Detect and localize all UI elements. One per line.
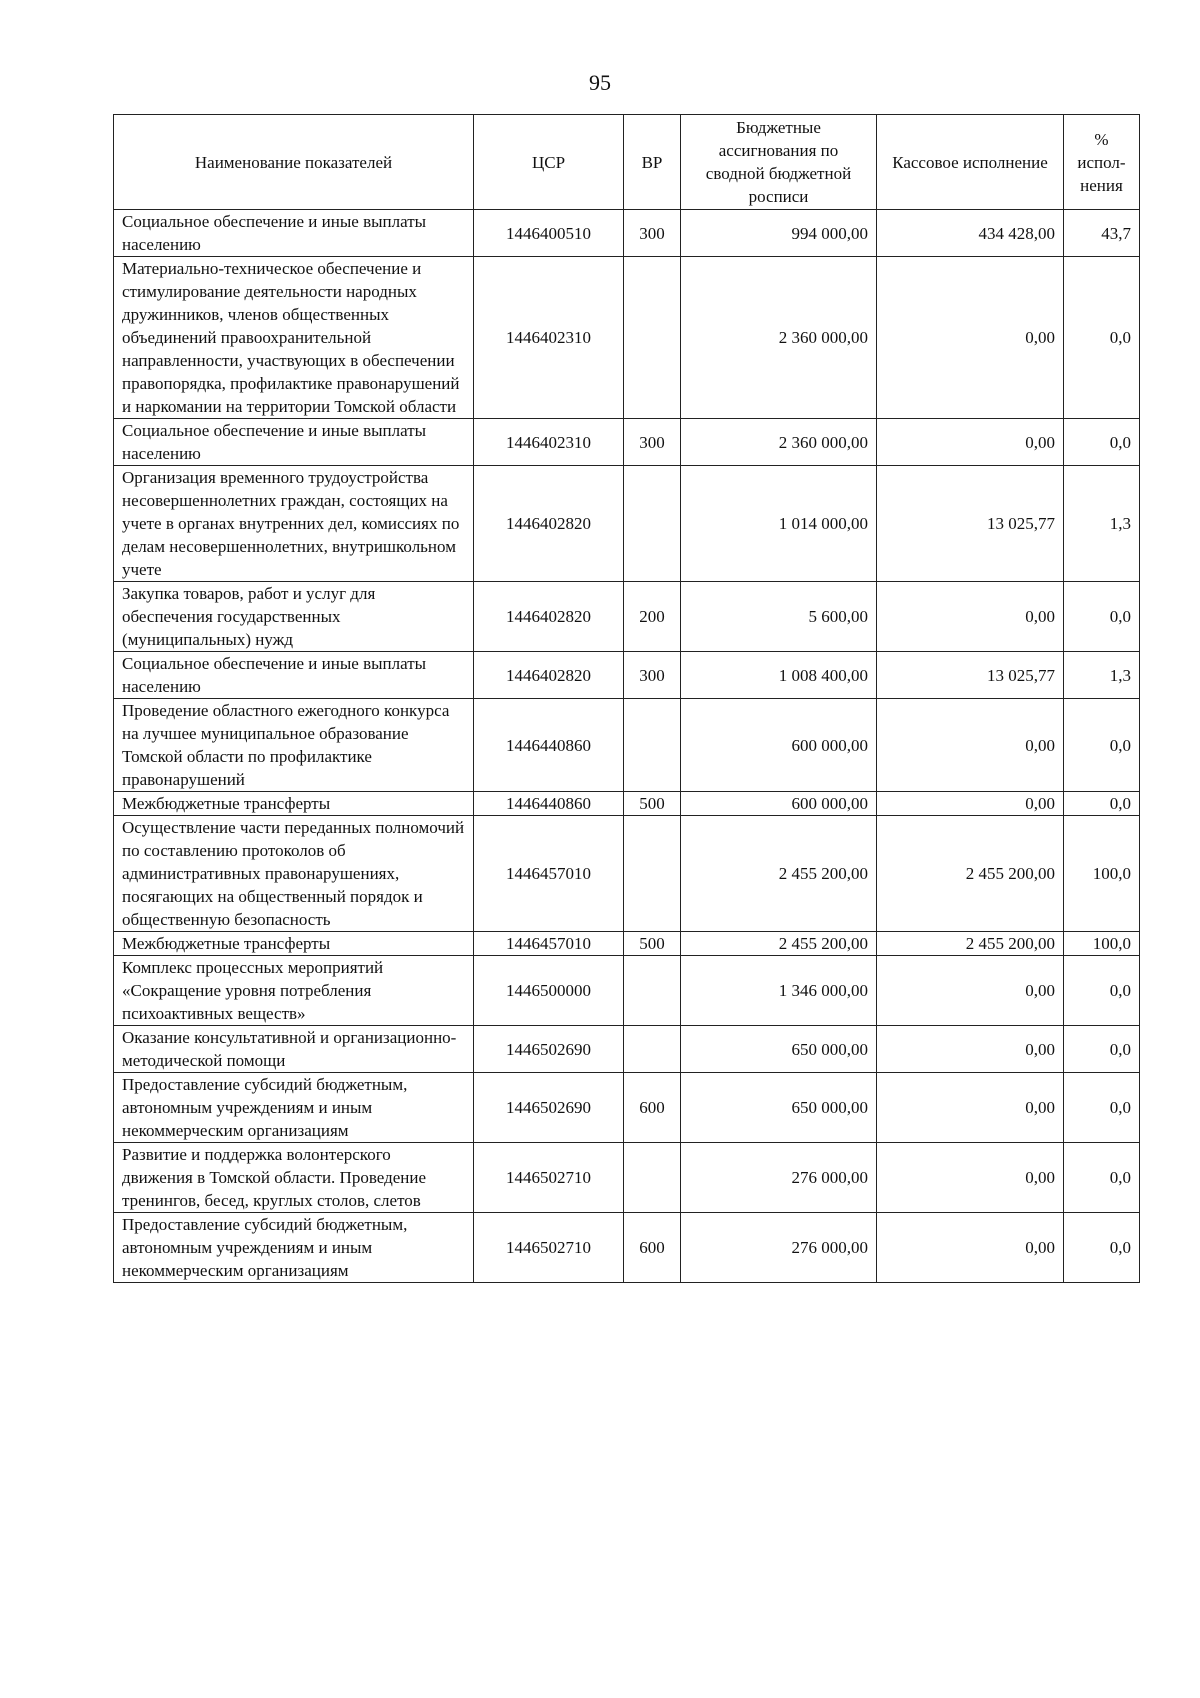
row-csr: 1446402310 <box>474 419 624 466</box>
table-row <box>114 1213 1140 1283</box>
row-percent: 0,0 <box>1064 582 1140 652</box>
row-vr <box>624 1026 681 1073</box>
row-name: Осуществление части переданных полномочий по составлению протоколов об административных правонарушениях, посягающих на общественный порядок и общественную безопасность <box>114 816 474 932</box>
row-percent: 0,0 <box>1064 1213 1140 1283</box>
table-row <box>114 816 1140 932</box>
table-row <box>114 582 1140 652</box>
row-name: Развитие и поддержка волонтерского движения в Томской области. Проведение тренингов, бесед, круглых столов, слетов <box>114 1143 474 1213</box>
row-cash: 0,00 <box>877 699 1064 792</box>
row-vr: 600 <box>624 1073 681 1143</box>
row-cash: 2 455 200,00 <box>877 932 1064 956</box>
row-name: Оказание консультативной и организационно-методической помощи <box>114 1026 474 1073</box>
row-csr: 1446457010 <box>474 932 624 956</box>
row-name: Социальное обеспечение и иные выплаты населению <box>114 652 474 699</box>
row-percent: 0,0 <box>1064 699 1140 792</box>
table-row <box>114 792 1140 816</box>
page-number: 95 <box>589 70 611 95</box>
row-name: Межбюджетные трансферты <box>114 932 474 956</box>
table-row <box>114 210 1140 257</box>
row-cash: 13 025,77 <box>877 652 1064 699</box>
row-percent: 43,7 <box>1064 210 1140 257</box>
row-budget: 276 000,00 <box>681 1143 877 1213</box>
row-csr: 1446502690 <box>474 1073 624 1143</box>
row-cash: 2 455 200,00 <box>877 816 1064 932</box>
row-vr <box>624 956 681 1026</box>
row-cash: 0,00 <box>877 1073 1064 1143</box>
row-csr: 1446402820 <box>474 652 624 699</box>
header-csr: ЦСР <box>474 115 624 210</box>
row-budget: 650 000,00 <box>681 1026 877 1073</box>
row-vr: 300 <box>624 419 681 466</box>
table-row <box>114 932 1140 956</box>
row-vr <box>624 1143 681 1213</box>
row-name: Социальное обеспечение и иные выплаты населению <box>114 419 474 466</box>
row-name: Комплекс процессных мероприятий «Сокращение уровня потребления психоактивных веществ» <box>114 956 474 1026</box>
row-budget: 600 000,00 <box>681 699 877 792</box>
row-cash: 0,00 <box>877 257 1064 419</box>
row-csr: 1446440860 <box>474 699 624 792</box>
row-percent: 100,0 <box>1064 932 1140 956</box>
row-csr: 1446402820 <box>474 466 624 582</box>
header-cash: Кассовое исполнение <box>877 115 1064 210</box>
row-name: Межбюджетные трансферты <box>114 792 474 816</box>
row-csr: 1446502710 <box>474 1213 624 1283</box>
table-row <box>114 466 1140 582</box>
row-vr <box>624 816 681 932</box>
row-percent: 0,0 <box>1064 1073 1140 1143</box>
row-percent: 0,0 <box>1064 792 1140 816</box>
row-percent: 0,0 <box>1064 956 1140 1026</box>
row-budget: 2 360 000,00 <box>681 419 877 466</box>
header-vr: ВР <box>624 115 681 210</box>
row-budget: 650 000,00 <box>681 1073 877 1143</box>
row-name: Предоставление субсидий бюджетным, автономным учреждениям и иным некоммерческим организациям <box>114 1073 474 1143</box>
row-cash: 0,00 <box>877 1143 1064 1213</box>
table-row <box>114 1026 1140 1073</box>
row-vr: 300 <box>624 210 681 257</box>
row-cash: 0,00 <box>877 1026 1064 1073</box>
row-vr: 500 <box>624 792 681 816</box>
row-cash: 0,00 <box>877 1213 1064 1283</box>
budget-table <box>113 114 1140 1283</box>
row-cash: 0,00 <box>877 582 1064 652</box>
row-cash: 13 025,77 <box>877 466 1064 582</box>
row-percent: 1,3 <box>1064 466 1140 582</box>
row-vr <box>624 257 681 419</box>
row-vr: 300 <box>624 652 681 699</box>
row-csr: 1446457010 <box>474 816 624 932</box>
table-row <box>114 257 1140 419</box>
row-vr: 200 <box>624 582 681 652</box>
row-name: Организация временного трудоустройства несовершеннолетних граждан, состоящих на учете в органах внутренних дел, комиссиях по делам несовершеннолетних, внутришкольном учете <box>114 466 474 582</box>
row-vr: 600 <box>624 1213 681 1283</box>
header-name: Наименование показателей <box>114 115 474 210</box>
row-cash: 0,00 <box>877 956 1064 1026</box>
row-percent: 0,0 <box>1064 1026 1140 1073</box>
row-name: Закупка товаров, работ и услуг для обеспечения государственных (муниципальных) нужд <box>114 582 474 652</box>
row-percent: 1,3 <box>1064 652 1140 699</box>
row-csr: 1446502690 <box>474 1026 624 1073</box>
row-budget: 600 000,00 <box>681 792 877 816</box>
row-csr: 1446402820 <box>474 582 624 652</box>
row-budget: 2 455 200,00 <box>681 816 877 932</box>
row-budget: 276 000,00 <box>681 1213 877 1283</box>
row-cash: 0,00 <box>877 419 1064 466</box>
row-vr <box>624 466 681 582</box>
row-csr: 1446402310 <box>474 257 624 419</box>
row-percent: 0,0 <box>1064 257 1140 419</box>
row-percent: 0,0 <box>1064 1143 1140 1213</box>
table-row <box>114 1073 1140 1143</box>
table-header-row <box>114 115 1140 210</box>
row-name: Материально-техническое обеспечение и стимулирование деятельности народных дружинников, членов общественных объединений правоохранительной направленности, участвующих в обеспечении правопорядка, профилактике правонарушений и наркомании на территории Томской области <box>114 257 474 419</box>
table-row <box>114 1143 1140 1213</box>
row-budget: 1 346 000,00 <box>681 956 877 1026</box>
row-budget: 1 008 400,00 <box>681 652 877 699</box>
table-row <box>114 956 1140 1026</box>
row-csr: 1446440860 <box>474 792 624 816</box>
row-budget: 5 600,00 <box>681 582 877 652</box>
row-csr: 1446500000 <box>474 956 624 1026</box>
table-row <box>114 419 1140 466</box>
row-cash: 0,00 <box>877 792 1064 816</box>
row-name: Проведение областного ежегодного конкурса на лучшее муниципальное образование Томской области по профилактике правонарушений <box>114 699 474 792</box>
row-vr <box>624 699 681 792</box>
row-name: Социальное обеспечение и иные выплаты населению <box>114 210 474 257</box>
row-vr: 500 <box>624 932 681 956</box>
row-budget: 994 000,00 <box>681 210 877 257</box>
table-row <box>114 652 1140 699</box>
row-budget: 1 014 000,00 <box>681 466 877 582</box>
row-cash: 434 428,00 <box>877 210 1064 257</box>
row-percent: 0,0 <box>1064 419 1140 466</box>
row-csr: 1446400510 <box>474 210 624 257</box>
row-name: Предоставление субсидий бюджетным, автономным учреждениям и иным некоммерческим организациям <box>114 1213 474 1283</box>
row-budget: 2 360 000,00 <box>681 257 877 419</box>
row-budget: 2 455 200,00 <box>681 932 877 956</box>
header-percent: % испол-нения <box>1064 115 1140 210</box>
table-row <box>114 699 1140 792</box>
header-budget: Бюджетные ассигнования по сводной бюджетной росписи <box>681 115 877 210</box>
row-csr: 1446502710 <box>474 1143 624 1213</box>
row-percent: 100,0 <box>1064 816 1140 932</box>
